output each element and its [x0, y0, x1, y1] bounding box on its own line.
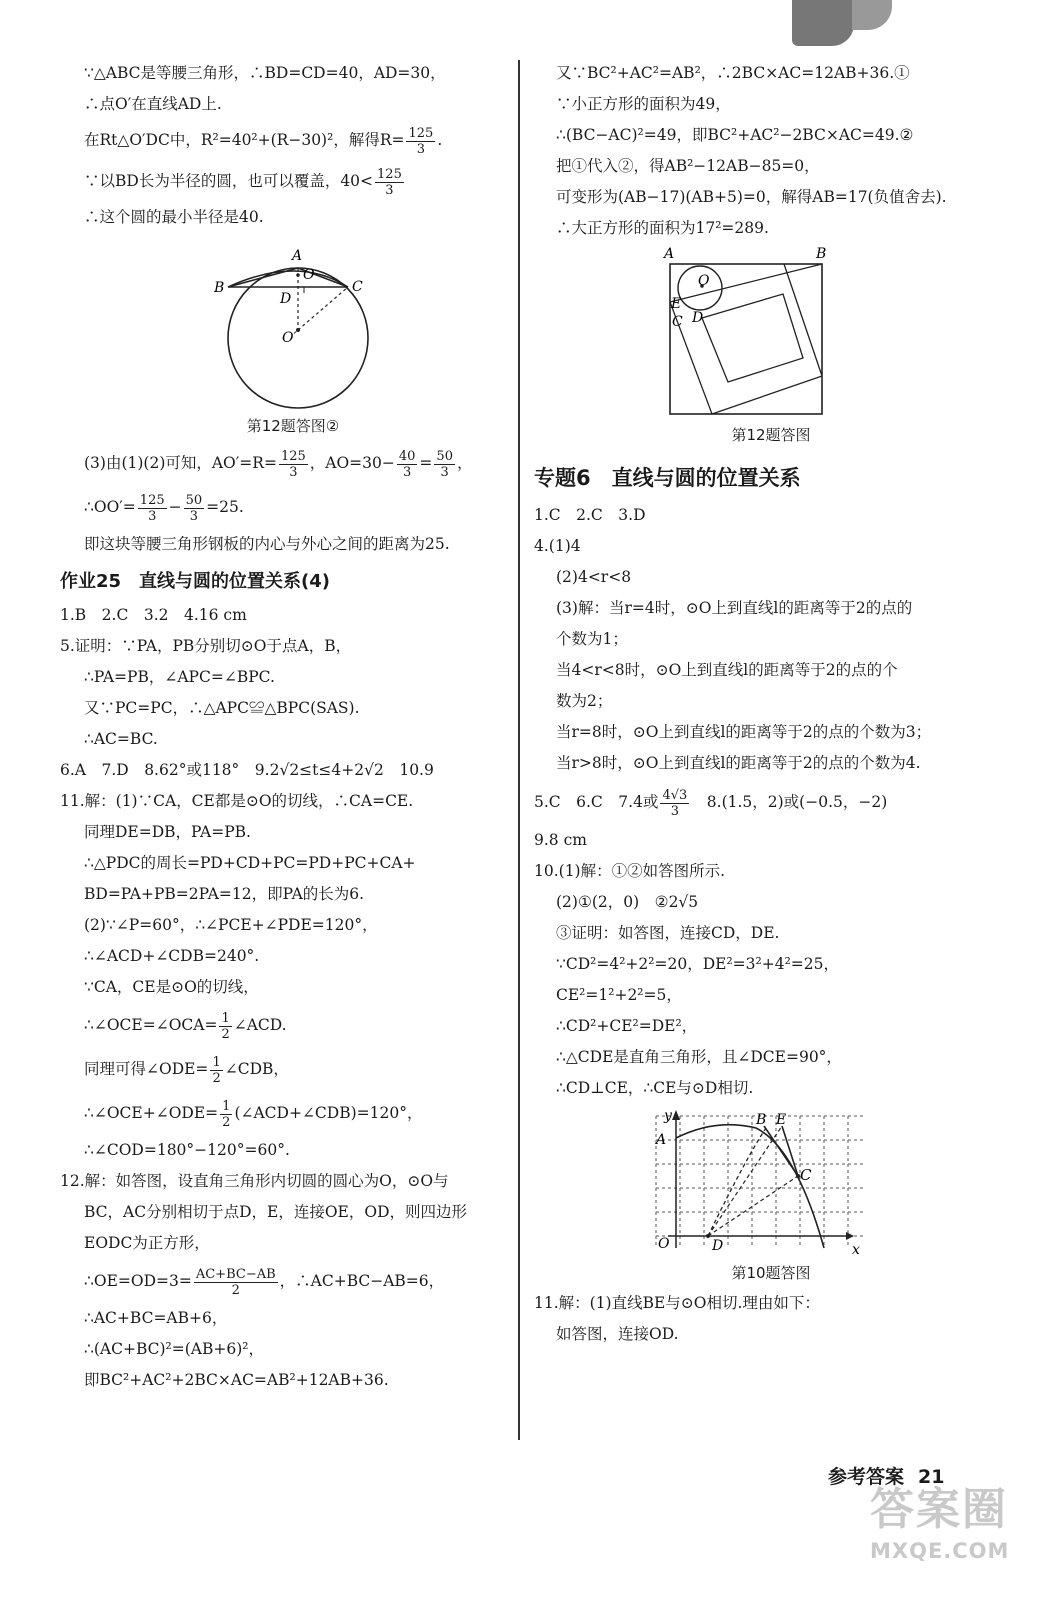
text-line: 数为2； [556, 692, 613, 710]
fig1-label-c: C [352, 279, 363, 295]
fig1-label-a: A [292, 248, 303, 264]
text-line: ③证明：如答图，连接CD，DE. [556, 924, 780, 942]
figure-caption: 第12题答图 [731, 426, 811, 444]
text-line: CE²=1²+2²=5， [556, 986, 682, 1004]
fraction: $\frac{125}{3}$ [377, 166, 402, 198]
text-line: ∴点O′在直线AD上. [84, 95, 222, 113]
fig3-label-y: y [664, 1108, 672, 1124]
text-line: ∵CD²=4²+2²=20，DE²=3²+4²=25， [556, 955, 839, 973]
text-line: 可变形为(AB−17)(AB+5)=0，解得AB=17(负值舍去). [556, 188, 947, 206]
text-line: BD=PA+PB=2PA=12，即PA的长为6. [84, 885, 365, 903]
text-line: ∴(BC−AC)²=49，即BC²+AC²−2BC×AC=49.② [556, 126, 914, 144]
footer-label: 参考答案 [828, 1466, 905, 1488]
fig2-label-c: C [672, 314, 683, 330]
text-line: 同理DE=DB，PA=PB. [84, 823, 251, 841]
text-line: ∴大正方形的面积为17²=289. [556, 219, 769, 237]
text-line: ∴OO′= $\frac{125}{3}$ − $\frac{50}{3}$ =25. [84, 492, 244, 524]
text-line: 当r=8时，⊙O上到直线l的距离等于2的点的个数为3； [556, 723, 932, 741]
text-line: ∴(AC+BC)²=(AB+6)²， [84, 1340, 264, 1358]
answer-line: 5.C 6.C 7.4或 $\frac{4√3}{3}$ 8.(1.5，2)或(−0.5，−2) [534, 787, 888, 819]
left-column [60, 58, 502, 1396]
fraction: $\frac{125}{3}$ [408, 125, 434, 157]
text-line [84, 120, 502, 160]
figure-circle-triangle [206, 235, 406, 411]
fig1-label-d: D [280, 291, 292, 307]
text-line: 又∵BC²+AC²=AB²，∴2BC×AC=12AB+36.① [556, 64, 910, 82]
text-line: ∵△ABC是等腰三角形，∴BD=CD=40，AD=30， [84, 64, 446, 82]
text-line: ∴∠OCE+∠ODE= $\frac{1}{2}$ (∠ACD+∠CDB)=120°， [84, 1098, 423, 1130]
answer-line: 5.证明：∵PA，PB分别切⊙O于点A，B， [60, 637, 352, 655]
fig1-label-o-prime: O′ [282, 330, 297, 346]
fig3-label-a: A [656, 1132, 667, 1148]
answer-line: 1.C 2.C 3.D [534, 506, 646, 524]
text-line: ∴PA=PB，∠APC=∠BPC. [84, 668, 275, 686]
page-corner-tab [792, 0, 854, 46]
fig3-label-o: O [658, 1236, 670, 1252]
text-line: 当4<r<8时，⊙O上到直线l的距离等于2的点的个 [556, 661, 898, 679]
fig3-label-c: C [800, 1166, 812, 1184]
text-line: 同理可得∠ODE= $\frac{1}{2}$ ∠CDB， [84, 1054, 289, 1086]
text-line: ∴这个圆的最小半径是40. [84, 208, 264, 226]
fig2-label-e: E [671, 296, 682, 312]
answer-line: 12.解：如答图，设直角三角形内切圆的圆心为O，⊙O与 [60, 1172, 449, 1190]
column-divider [518, 60, 520, 1440]
text-line: EODC为正方形， [84, 1234, 210, 1252]
fig3-label-d: D [712, 1238, 724, 1254]
text-line: 即BC²+AC²+2BC×AC=AB²+12AB+36. [84, 1371, 389, 1389]
text-line: (2)4<r<8 [556, 568, 632, 586]
watermark-sub: MXQE.COM [870, 1539, 1010, 1563]
figure-squares [656, 244, 836, 420]
text-line: 把①代入②，得AB²−12AB−85=0， [556, 157, 820, 175]
fig1-label-b: B [214, 280, 225, 296]
answer-line: 1.B 2.C 3.2 4.16 cm [60, 606, 247, 624]
text-line: ∴△PDC的周长=PD+CD+PC=PD+PC+CA+ [84, 854, 416, 872]
answer-line: 10.(1)解：①②如答图所示. [534, 862, 726, 880]
text-line: ∴∠ACD+∠CDB=240°. [84, 947, 260, 965]
text-line: ∵小正方形的面积为49， [556, 95, 731, 113]
text-line: 又∵PC=PC，∴△APC≌△BPC(SAS). [84, 699, 360, 717]
figure-caption: 第12题答图② [246, 417, 340, 435]
page-number: 21 [918, 1466, 945, 1488]
text-line: ∴△CDE是直角三角形，且∠DCE=90°， [556, 1048, 842, 1066]
watermark-main: 答案圈 [870, 1484, 1008, 1535]
text-line: (2)①(2，0) ②2√5 [556, 893, 699, 911]
text-line [84, 160, 502, 202]
text-line: (3)由(1)(2)可知，AO′=R= $\frac{125}{3}$ ，AO=30− $\frac{40}{3}$ = $\frac{50}{3}$ ， [84, 448, 473, 480]
text-line: (2)∵∠P=60°，∴∠PCE+∠PDE=120°， [84, 916, 378, 934]
fig2-label-o: O [698, 273, 710, 289]
fig2-label-a: A [664, 246, 675, 262]
text-segment: 在Rt△O′DC中，R²=40²+(R−30)²，解得R= [84, 131, 405, 149]
text-line: BC，AC分别相切于点D，E，连接OE，OD，则四边形 [84, 1203, 467, 1221]
text-segment: ∵以BD长为半径的圆，也可以覆盖，40< [84, 172, 374, 190]
text-line: (3)解：当r=4时，⊙O上到直线l的距离等于2的点的 [556, 599, 913, 617]
figure-caption: 第10题答图 [731, 1264, 811, 1282]
topic-title: 专题6 直线与圆的位置关系 [534, 466, 801, 490]
fig3-label-e: E [776, 1112, 787, 1128]
fig2-label-d: D [692, 310, 704, 326]
answer-line: 9.8 cm [534, 831, 587, 849]
text-line: ∵CA，CE是⊙O的切线， [84, 978, 259, 996]
text-segment: . [437, 131, 443, 149]
figure-grid-graph [646, 1108, 876, 1258]
text-line: ∴CD²+CE²=DE²， [556, 1017, 698, 1035]
text-line: ∴∠COD=180°−120°=60°. [84, 1141, 290, 1159]
answer-line: 6.A 7.D 8.62°或118° 9.2√2≤t≤4+2√2 10.9 [60, 761, 434, 779]
text-line: ∴∠OCE=∠OCA= $\frac{1}{2}$ ∠ACD. [84, 1010, 287, 1042]
answer-line: 4.(1)4 [534, 537, 581, 555]
fig3-label-x: x [852, 1242, 860, 1258]
fig1-label-o: O [303, 267, 315, 283]
homework-title: 作业25 直线与圆的位置关系(4) [60, 571, 331, 592]
text-line: ∴AC=BC. [84, 730, 158, 748]
text-line: 如答图，连接OD. [556, 1325, 679, 1343]
fig3-label-b: B [756, 1112, 767, 1128]
text-line: 当r>8时，⊙O上到直线l的距离等于2的点的个数为4. [556, 754, 921, 772]
right-column [534, 58, 986, 1350]
text-line: ∴CD⊥CE，∴CE与⊙D相切. [556, 1079, 754, 1097]
answer-line: 11.解：(1)直线BE与⊙O相切.理由如下： [534, 1294, 820, 1312]
watermark [870, 1482, 1020, 1592]
text-line: ∴OE=OD=3= $\frac{AC+BC-AB}{2}$ ，∴AC+BC−AB=6， [84, 1266, 445, 1298]
page-corner-tab-shade [852, 0, 892, 30]
text-line: ∴AC+BC=AB+6， [84, 1309, 228, 1327]
fig2-label-b: B [816, 246, 827, 262]
text-line: 即这块等腰三角形钢板的内心与外心之间的距离为25. [84, 535, 450, 553]
answer-line: 11.解：(1)∵CA，CE都是⊙O的切线，∴CA=CE. [60, 792, 414, 810]
text-line: 个数为1； [556, 630, 628, 648]
